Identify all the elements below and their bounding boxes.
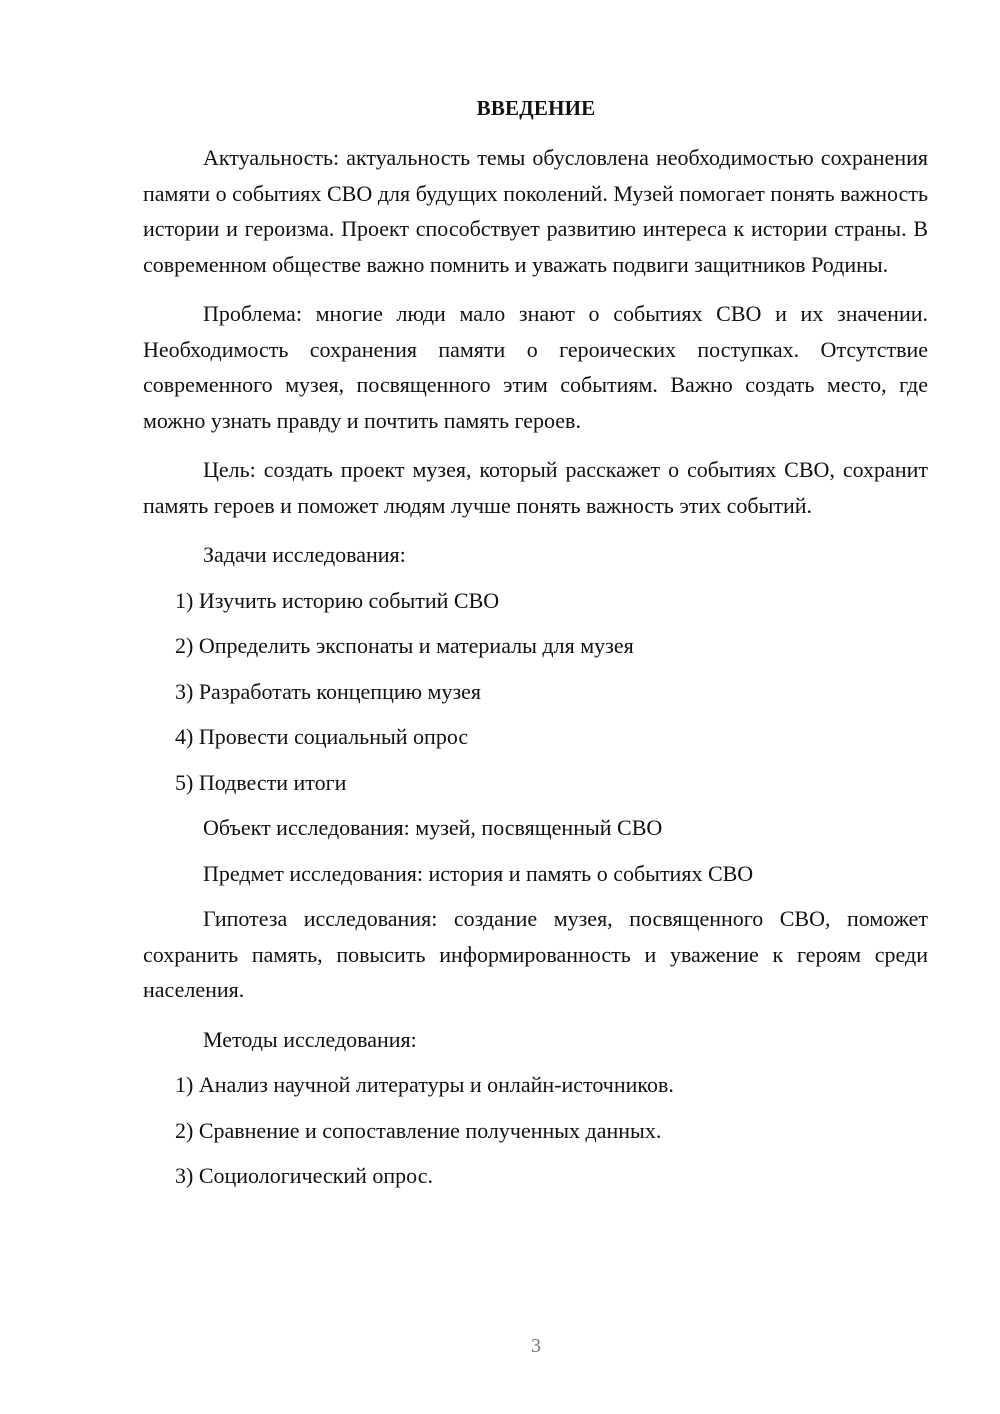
task-item: 5) Подвести итоги: [175, 769, 347, 795]
task-item: 4) Провести социальный опрос: [175, 724, 469, 749]
research-subject: Предмет исследования: история и память о событиях СВО: [203, 860, 754, 886]
hypothesis-paragraph: Гипотеза исследования: создание музея, посвященного СВО, поможет сохранить память, повысить информированность и уважение к героям среди населения.: [143, 906, 928, 1002]
research-object: Объект исследования: музей, посвященный СВО: [203, 815, 663, 840]
task-item: 3) Разработать концепцию музея: [175, 678, 482, 704]
tasks-heading: Задачи исследования:: [203, 542, 406, 567]
task-item: 1) Изучить историю событий СВО: [175, 587, 500, 613]
relevance-paragraph: Актуальность: актуальность темы обусловлена необходимостью сохранения памяти о событиях СВО для будущих поколений. Музей помогает понять важность истории и героизма. Проект способствует развитию интереса к истории страны. В современном обществе важно помнить и уважать подвиги защитников Родины.: [143, 145, 928, 277]
method-item: 1) Анализ научной литературы и онлайн-источников.: [175, 1072, 674, 1097]
goal-paragraph: Цель: создать проект музея, который расскажет о событиях СВО, сохранит память героев и поможет людям лучше понять важность этих событий.: [143, 457, 928, 518]
method-item: 2) Сравнение и сопоставление полученных данных.: [175, 1117, 662, 1143]
page-number: 3: [531, 1335, 541, 1357]
method-item: 3) Социологический опрос.: [175, 1163, 433, 1188]
page-title: ВВЕДЕНИЕ: [476, 96, 596, 120]
task-item: 2) Определить экспонаты и материалы для музея: [175, 633, 634, 658]
methods-heading: Методы исследования:: [203, 1026, 417, 1052]
problem-paragraph: Проблема: многие люди мало знают о событиях СВО и их значении. Необходимость сохранения памяти о героических поступках. Отсутствие современного музея, посвященного этим событиям. Важно создать место, где можно узнать правду и почтить память героев.: [143, 301, 928, 433]
document-body: [143, 140, 928, 1204]
